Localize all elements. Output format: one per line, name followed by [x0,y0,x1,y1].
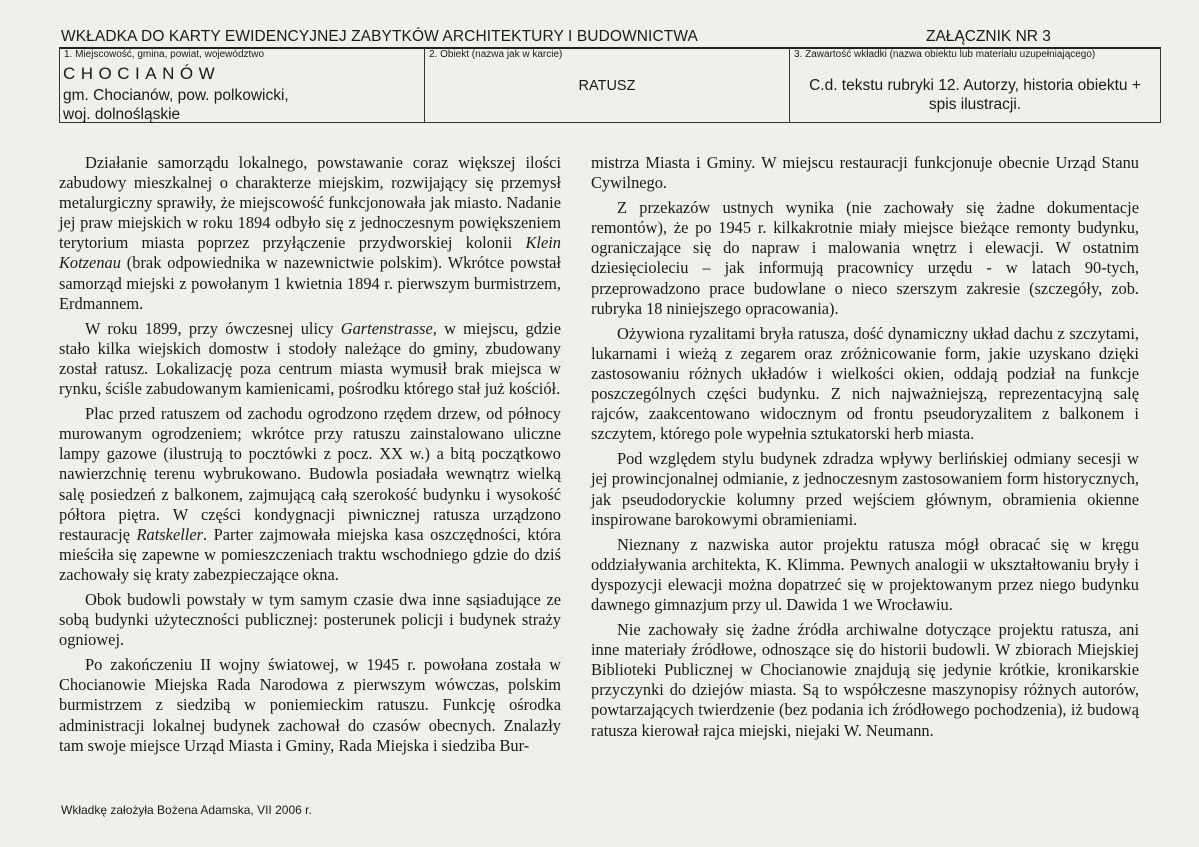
text: Działanie samorządu lokalnego, powstawanie coraz większej ilości zabudowy mieszkalnej o charakterze miejskim, rozwijający się przemysł metalurgiczny sprawiły, że miejscowość funkcjonowała jak miasto. Nadanie jej praw miejskich w roku 1894 odbyło się z jednoczesnym powiększeniem terytorium miasta poprzez przyłączenie przydworskiej kolonii [59,153,561,253]
paragraph [59,153,561,314]
text-column-left [59,153,561,761]
object-box [425,48,790,122]
author-footer: Wkładkę założyła Bożena Adamska, VII 2006 r. [61,803,312,817]
paragraph: Ożywiona ryzalitami bryła ratusza, dość dynamiczny układ dachu z szczytami, lukarnami i wieżą z zegarem oraz zróżnicowanie form, jakie uzyskano dzięki zastosowaniu różnych układów i wielkości okien, oddają podział na funkcje poszczególnych części budynku. Z nich najważniejszą, reprezentacyjną salę rajców, zaakcentowano widocznym od frontu pseudoryzalitem z balkonem i szczytem, którego pole wypełnia sztukatorski herb miasta. [591,323,1139,444]
paragraph [59,319,561,399]
text: Plac przed ratuszem od zachodu ogrodzono rzędem drzew, od północy murowanym ogrodzeniem; wkrótce przy ratuszu zainstalowano uliczne lampy gazowe (ilustrują to pocztówki z pocz. XX w.) a bitą początkowo nawierzchnię terenu wybrukowano. Budowla posiadała wewnątrz wielką salę posiedzeń z balkonem, zajmującą całą szerokość budynku i wysokość półtora piętra. W części kondygnacji piwnicznej ratusza urządzono restaurację [59,404,561,544]
location-line-1: gm. Chocianów, pow. polkowicki, [63,87,289,104]
contents-label: 3. Zawartość wkładki (nazwa obiektu lub materiału uzupełniającego) [794,49,1096,60]
italic-term: Ratskeller [136,524,203,544]
text: (brak odpowiednika w nazewnictwie polskim). Wkrótce powstał samorząd miejski z powołanym 1 kwietnia 1894 r. pierwszym burmistrzem, Erdmannem. [59,253,561,313]
text-column-right [591,153,1139,746]
object-label: 2. Obiekt (nazwa jak w karcie) [429,49,563,60]
paragraph: Obok budowli powstały w tym samym czasie dwa inne sąsiadujące ze sobą budynki użyteczności publicznej: posterunek policji i budynek straży ogniowej. [59,589,561,650]
document-title: WKŁADKA DO KARTY EWIDENCYJNEJ ZABYTKÓW ARCHITEKTURY I BUDOWNICTWA [61,28,698,45]
location-label: 1. Miejscowość, gmina, powiat, województwo [64,49,265,60]
text: W roku 1899, przy ówczesnej ulicy [85,318,341,338]
italic-term: Klein Kotzenau [59,233,561,273]
location-line-2: woj. dolnośląskie [63,106,181,123]
paragraph-continued: mistrza Miasta i Gminy. W miejscu restauracji funkcjonuje obecnie Urząd Stanu Cywilnego. [591,153,1139,193]
paragraph: Pod względem stylu budynek zdradza wpływy berlińskiej odmiany secesji w jej prowincjonalnej odmianie, z jednoczesnym zastosowaniem form historycznych, jak pseudodoryckie kolumny przed wejściem głównym, obramienia okienne inspirowane barokowymi obramieniami. [591,449,1139,529]
location-box [60,48,425,122]
location-details [63,86,289,124]
paragraph: Z przekazów ustnych wynika (nie zachowały się żadne dokumentacje remontów), że po 1945 r. kilkakrotnie miały miejsce bieżące remonty budynku, ograniczające się do napraw i malowania wnętrz i elewacji. W ostatnim dziesięcioleciu – jak informują pracownicy urzędu - w latach 90-tych, przeprowadzono prace budowlane o nieco szerszym zakresie (szczegóły, zob. rubryka 18 niniejszego opracowania). [591,198,1139,318]
text: w miejscu, gdzie stało kilka wiejskich domostw i stodoły należące do gminy, zbudowany został ratusz. Lokalizację poza centrum miasta wymusił brak miejsca w rynku, ściśle zabudowanym kamienicami, pośrodku którego stał już kościół. [59,318,562,399]
object-name: RATUSZ [578,78,636,94]
paragraph: Nie zachowały się żadne źródła archiwalne dotyczące projektu ratusza, ani inne materiały źródłowe, odnoszące się do historii budowli. W zbiorach Miejskiej Biblioteki Publicznej w Chocianowie znajdują się jedynie krótkie, kronikarskie przyczynki do dziejów miasta. Są to współczesne maszynopisy różnych autorów, powtarzających twierdzenie (bez podania ich źródłowego pochodzenia), iż budową ratusza kierował rajca miejski, niejaki W. Neumann. [591,620,1139,740]
contents-description: C.d. tekstu rubryki 12. Autorzy, historia obiektu + spis ilustracji. [809,77,1141,113]
text: . Parter zajmowała miejska kasa oszczędności, która mieściła się zapewne w pomieszczeniach traktu wschodniego gdzie do dziś zachowały się kraty zabezpieczające okna. [59,524,561,584]
contents-box [790,48,1160,122]
italic-term: Gartenstrasse, [340,318,437,338]
paragraph [59,404,561,585]
paragraph: Nieznany z nazwiska autor projektu ratusza mógł obracać się w kręgu oddziaływania architekta, K. Klimma. Pewnych analogii w ukształtowaniu bryły i dyspozycji elewacji można dopatrzeć się w projektowanym przez niego budynku dawnego gimnazjum przy ul. Dawida 1 we Wrocławiu. [591,534,1139,614]
header-boxes [59,48,1161,123]
town-name: CHOCIANÓW [63,64,221,83]
annex-number: ZAŁĄCZNIK NR 3 [926,28,1051,45]
paragraph: Po zakończeniu II wojny światowej, w 1945 r. powołana została w Chocianowie Miejska Rada Narodowa z pierwszym wówczas, polskim burmistrzem z siedzibą w poniemieckim ratuszu. Funkcję ośrodka administracji lokalnej budynek zachował do czasów obecnych. Znalazły tam swoje miejsce Urząd Miasta i Gminy, Rada Miejska i siedziba Bur- [59,655,561,755]
